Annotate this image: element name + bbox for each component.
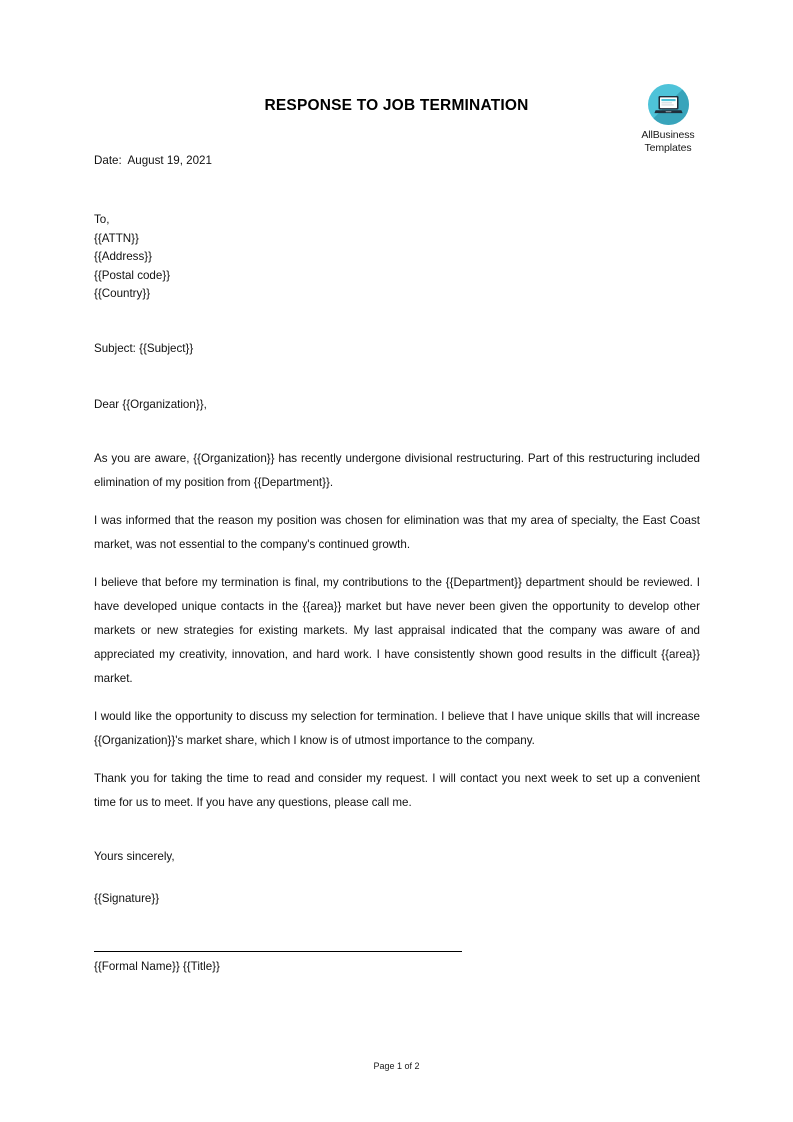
signature-rule: [94, 951, 462, 952]
recipient-line: {{Postal code}}: [94, 268, 171, 282]
body-paragraph: Thank you for taking the time to read and consider my request. I will contact you next week to set up a convenient time for us to meet. If you have any questions, please call me.: [94, 771, 700, 809]
letter-body: [94, 150, 700, 977]
recipient-address-block: [94, 211, 700, 304]
salutation: Dear {{Organization}},: [94, 397, 207, 411]
body-paragraph: I believe that before my termination is final, my contributions to the {{Department}} department should be reviewed. I have developed unique contacts in the {{area}} market but have never been given the opportunity to develop other markets or new strategies for existing markets. My last appraisal indicated that the company was aware of and appreciated my creativity, innovation, and hard work. I have consistently shown good results in the difficult {{area}} market.: [94, 575, 700, 685]
body-paragraph: As you are aware, {{Organization}} has recently undergone divisional restructuring. Part of this restructuring included elimination of my position from {{Department}}.: [94, 451, 700, 489]
body-paragraph: I would like the opportunity to discuss my selection for termination. I believe that I have unique skills that will increase {{Organization}}'s market share, which I know is of utmost importance to the company.: [94, 709, 700, 747]
recipient-line: To,: [94, 213, 110, 226]
subject-line: Subject: {{Subject}}: [94, 341, 194, 355]
body-paragraph: I was informed that the reason my position was chosen for elimination was that my area of specialty, the East Coast market, was not essential to the company's continued growth.: [94, 513, 700, 551]
brand-logo-block: [627, 84, 709, 154]
brand-name-line1: AllBusiness: [641, 129, 695, 141]
recipient-line: {{Country}}: [94, 287, 151, 300]
page-footer: Page 1 of 2: [373, 1061, 420, 1071]
signature-name-line: {{Formal Name}} {{Title}}: [94, 959, 220, 973]
recipient-line: {{Address}}: [94, 250, 153, 263]
closing-line: Yours sincerely,: [94, 849, 175, 863]
page-title: RESPONSE TO JOB TERMINATION: [264, 97, 529, 114]
signature-placeholder: {{Signature}}: [94, 891, 160, 905]
date-line: Date: August 19, 2021: [94, 154, 212, 167]
recipient-line: {{ATTN}}: [94, 231, 139, 245]
brand-name-line2: Templates: [644, 141, 692, 154]
